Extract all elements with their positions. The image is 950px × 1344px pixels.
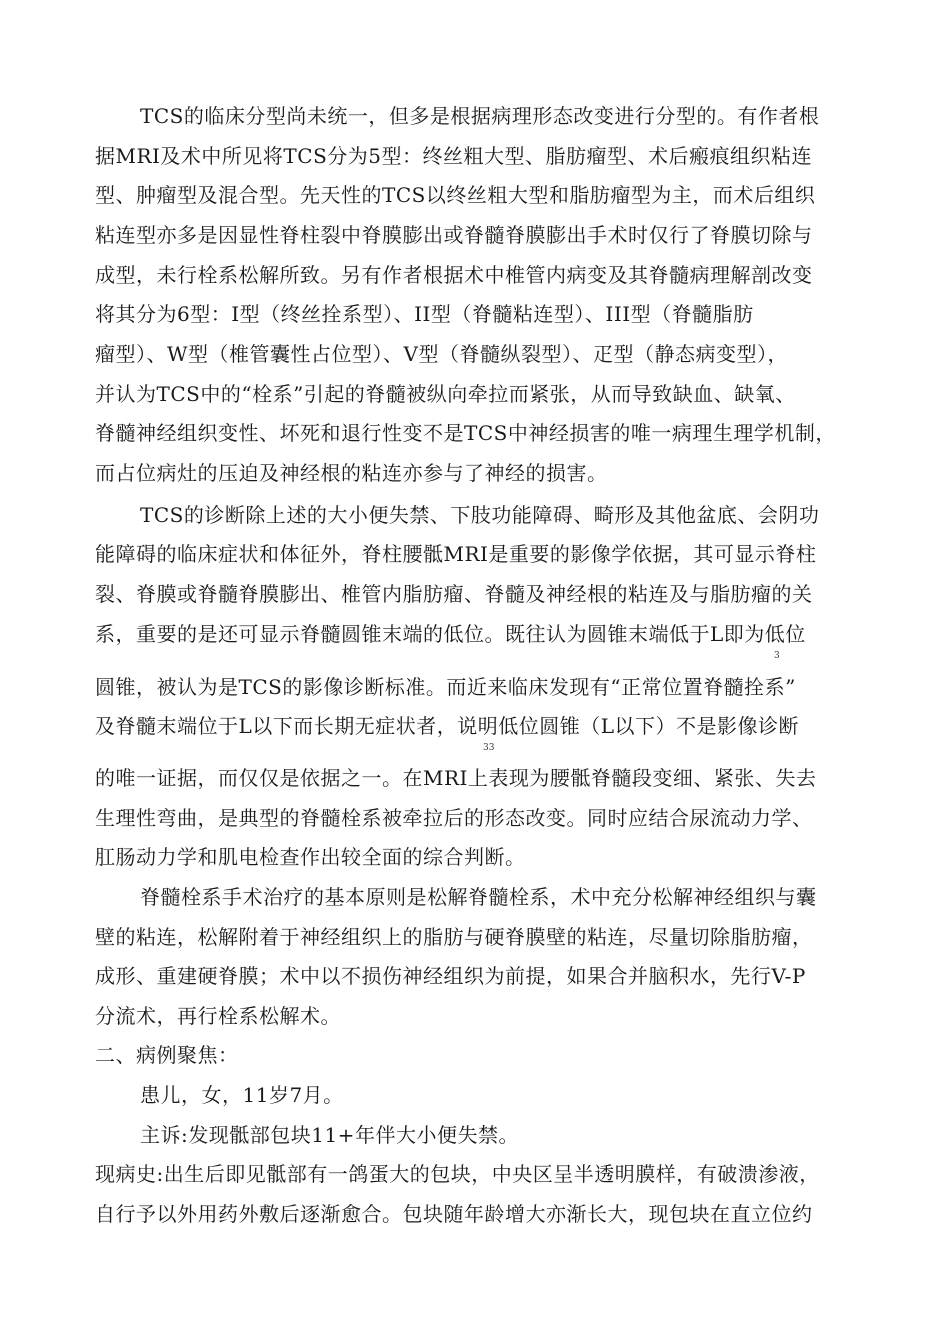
patient-info: 患儿，女，11岁7月。	[140, 1083, 344, 1107]
subscript-33: 33	[483, 743, 495, 753]
paragraph-2-line-1: TCS的诊断除上述的大小便失禁、下肢功能障碍、畸形及其他盆底、会阴功	[140, 503, 820, 527]
paragraph-2-line-9: 肛肠动力学和肌电检查作出较全面的综合判断。	[95, 845, 526, 869]
paragraph-1-line-8: 并认为TCS中的“栓系”引起的脊髓被纵向牵拉而紧张，从而导致缺血、缺氧、	[95, 382, 796, 406]
paragraph-2-line-4: 系，重要的是还可显示脊髓圆锥末端的低位。既往认为圆锥末端低于L即为低位	[95, 622, 806, 646]
subscript-3: 3	[774, 651, 780, 661]
paragraph-1-line-3: 型、肿瘤型及混合型。先天性的TCS以终丝粗大型和脂肪瘤型为主，而术后组织	[95, 183, 816, 207]
paragraph-2-line-2: 能障碍的临床症状和体征外，脊柱腰骶MRI是重要的影像学依据，其可显示脊柱	[95, 542, 817, 566]
paragraph-1-line-6: 将其分为6型：I型（终丝拴系型）、II型（脊髓粘连型）、III型（脊髓脂肪	[95, 302, 754, 326]
paragraph-1-line-10: 而占位病灶的压迫及神经根的粘连亦参与了神经的损害。	[95, 461, 608, 485]
paragraph-2-line-8: 生理性弯曲，是典型的脊髓栓系被牵拉后的形态改变。同时应结合尿流动力学、	[95, 806, 813, 830]
paragraph-1-line-2: 据MRI及术中所见将TCS分为5型：终丝粗大型、脂肪瘤型、术后瘢痕组织粘连	[95, 144, 813, 168]
paragraph-3-line-4: 分流术，再行栓系松解术。	[95, 1004, 341, 1028]
paragraph-3-line-1: 脊髓栓系手术治疗的基本原则是松解脊髓栓系，术中充分松解神经组织与囊	[140, 885, 817, 909]
paragraph-3-line-2: 壁的粘连，松解附着于神经组织上的脂肪与硬脊膜壁的粘连，尽量切除脂肪瘤，	[95, 925, 813, 949]
history-line-2: 自行予以外用药外敷后逐渐愈合。包块随年龄增大亦渐长大，现包块在直立位约	[95, 1202, 813, 1226]
paragraph-2-line-3: 裂、脊膜或脊髓脊膜膨出、椎管内脂肪瘤、脊髓及神经根的粘连及与脂肪瘤的关	[95, 582, 813, 606]
paragraph-1-line-7: 瘤型）、W型（椎管囊性占位型）、V型（脊髓纵裂型）、疋型（静态病变型），	[95, 342, 788, 366]
paragraph-2-line-6: 及脊髓末端位于L以下而长期无症状者，说明低位圆锥（L以下）不是影像诊断	[95, 714, 800, 738]
paragraph-3-line-3: 成形、重建硬脊膜；术中以不损伤神经组织为前提，如果合并脑积水，先行V-P	[95, 964, 806, 988]
section-heading: 二、病例聚焦：	[95, 1043, 239, 1067]
paragraph-2-line-7: 的唯一证据，而仅仅是依据之一。在MRI上表现为腰骶脊髓段变细、紧张、失去	[95, 766, 817, 790]
paragraph-1-line-5: 成型，未行栓系松解所致。另有作者根据术中椎管内病变及其脊髓病理解剖改变	[95, 263, 813, 287]
paragraph-2-line-5: 圆锥，被认为是TCS的影像诊断标准。而近来临床发现有“正常位置脊髓拴系”	[95, 675, 796, 699]
chief-complaint: 主诉:发现骶部包块11+年伴大小便失禁。	[140, 1123, 519, 1147]
history-line-1: 现病史:出生后即见骶部有一鸽蛋大的包块，中央区呈半透明膜样，有破溃渗液，	[95, 1162, 820, 1186]
paragraph-1-line-4: 粘连型亦多是因显性脊柱裂中脊膜膨出或脊髓脊膜膨出手术时仅行了脊膜切除与	[95, 223, 813, 247]
paragraph-1-line-9: 脊髓神经组织变性、坏死和退行性变不是TCS中神经损害的唯一病理生理学机制，	[95, 421, 836, 445]
paragraph-1-line-1: TCS的临床分型尚未统一，但多是根据病理形态改变进行分型的。有作者根	[140, 104, 820, 128]
